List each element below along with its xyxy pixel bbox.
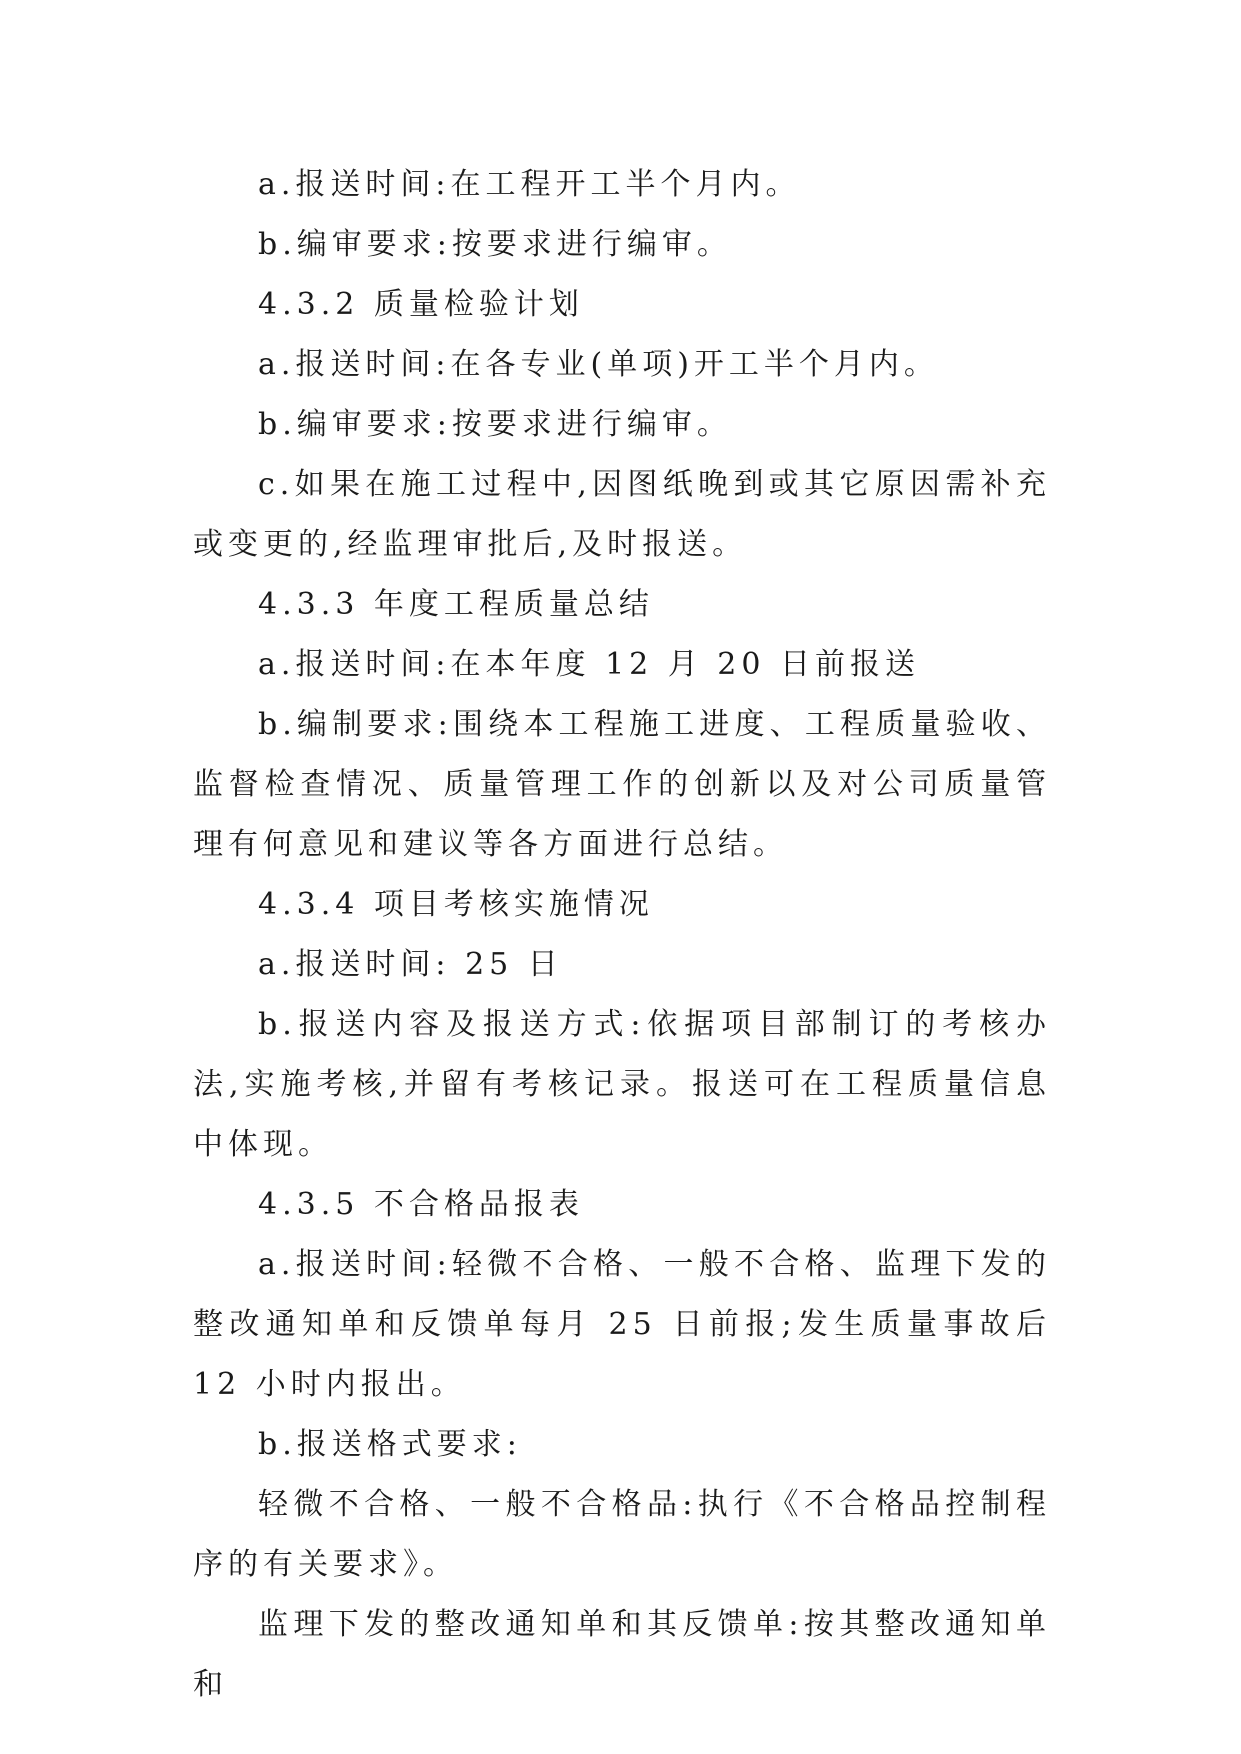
paragraph: a.报送时间: 25 日: [258, 947, 563, 982]
paragraph: a.报送时间:轻微不合格、一般不合格、监理下发的整改通知单和反馈单每月 25 日前报;发生质量事故后 12 小时内报出。: [193, 1247, 1051, 1402]
document-body: [193, 155, 1051, 1715]
paragraph: b.报送格式要求:: [258, 1427, 522, 1462]
paragraph: a.报送时间:在工程开工半个月内。: [258, 167, 801, 202]
paragraph: 轻微不合格、一般不合格品:执行《不合格品控制程序的有关要求》。: [193, 1487, 1051, 1582]
section-heading: 4.3.4 项目考核实施情况: [258, 887, 654, 922]
section-heading: 4.3.3 年度工程质量总结: [258, 587, 654, 622]
paragraph: 监理下发的整改通知单和其反馈单:按其整改通知单和: [193, 1607, 1051, 1702]
paragraph: a.报送时间:在本年度 12 月 20 日前报送: [258, 647, 921, 682]
paragraph: a.报送时间:在各专业(单项)开工半个月内。: [258, 347, 939, 382]
paragraph: b.编审要求:按要求进行编审。: [258, 227, 732, 262]
paragraph: c.如果在施工过程中,因图纸晚到或其它原因需补充或变更的,经监理审批后,及时报送。: [193, 467, 1051, 562]
section-heading: 4.3.5 不合格品报表: [258, 1187, 584, 1222]
paragraph: b.报送内容及报送方式:依据项目部制订的考核办法,实施考核,并留有考核记录。报送可在工程质量信息中体现。: [193, 1007, 1051, 1162]
section-heading: 4.3.2 质量检验计划: [258, 287, 584, 322]
paragraph: b.编审要求:按要求进行编审。: [258, 407, 732, 442]
paragraph: b.编制要求:围绕本工程施工进度、工程质量验收、监督检查情况、质量管理工作的创新以及对公司质量管理有何意见和建议等各方面进行总结。: [193, 707, 1051, 862]
